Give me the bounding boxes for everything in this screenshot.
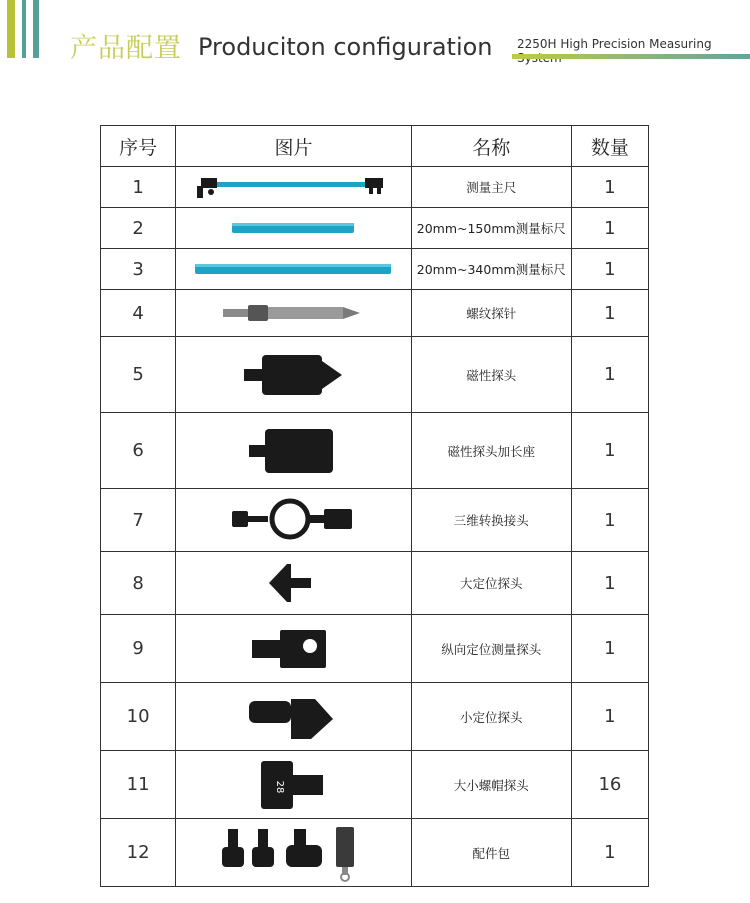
- long-scale-icon: [193, 261, 393, 277]
- row-picture: [176, 751, 411, 819]
- row-name: 配件包: [411, 819, 571, 887]
- row-qty: 1: [571, 489, 648, 552]
- row-qty: 1: [571, 615, 648, 683]
- page-title-cn: 产品配置: [70, 33, 182, 64]
- row-picture: [176, 337, 411, 413]
- magnetic-extension-icon: [243, 423, 343, 479]
- row-picture: [176, 615, 411, 683]
- row-picture: [176, 249, 411, 290]
- row-number: 2: [101, 208, 176, 249]
- main-ruler-icon: [193, 172, 393, 202]
- table-row: [101, 552, 649, 615]
- header-picture: 图片: [176, 126, 411, 167]
- subtitle-underline: [512, 54, 750, 59]
- row-number: 7: [101, 489, 176, 552]
- page-title-en: Produciton configuration: [198, 33, 493, 61]
- configuration-table: [100, 125, 649, 887]
- row-number: 1: [101, 167, 176, 208]
- row-picture: [176, 489, 411, 552]
- header-name: 名称: [411, 126, 571, 167]
- row-qty: 1: [571, 683, 648, 751]
- decor-bar-teal-thin: [22, 0, 26, 58]
- nut-size-label: 28: [274, 780, 286, 793]
- header-qty: 数量: [571, 126, 648, 167]
- row-number: 10: [101, 683, 176, 751]
- nut-probe-icon: [253, 757, 333, 813]
- 3d-adapter-icon: [228, 497, 358, 543]
- row-number: 4: [101, 290, 176, 337]
- table-row: [101, 615, 649, 683]
- row-number: 3: [101, 249, 176, 290]
- row-name: 20mm~150mm测量标尺: [411, 208, 571, 249]
- row-picture: [176, 167, 411, 208]
- row-picture: [176, 819, 411, 887]
- row-number: 11: [101, 751, 176, 819]
- row-name: 20mm~340mm测量标尺: [411, 249, 571, 290]
- table-row: [101, 249, 649, 290]
- row-number: 12: [101, 819, 176, 887]
- row-qty: 1: [571, 552, 648, 615]
- header-no: 序号: [101, 126, 176, 167]
- page-subtitle: 2250H High Precision Measuring: [517, 37, 712, 51]
- row-picture: [176, 208, 411, 249]
- row-qty: 1: [571, 167, 648, 208]
- row-qty: 1: [571, 413, 648, 489]
- row-qty: 1: [571, 819, 648, 887]
- row-number: 6: [101, 413, 176, 489]
- short-scale-icon: [228, 220, 358, 236]
- row-name: 小定位探头: [411, 683, 571, 751]
- row-number: 8: [101, 552, 176, 615]
- table-row: [101, 290, 649, 337]
- decor-bar-teal: [33, 0, 39, 58]
- row-picture: [176, 290, 411, 337]
- row-qty: 1: [571, 249, 648, 290]
- row-name: 磁性探头: [411, 337, 571, 413]
- vertical-locator-probe-icon: [248, 624, 338, 674]
- row-picture: [176, 552, 411, 615]
- row-name: 纵向定位测量探头: [411, 615, 571, 683]
- table-row: [101, 208, 649, 249]
- row-qty: 1: [571, 208, 648, 249]
- row-name: 大定位探头: [411, 552, 571, 615]
- table-row: [101, 489, 649, 552]
- decor-bar-yellow: [7, 0, 15, 58]
- table-row: [101, 819, 649, 887]
- table-row: [101, 167, 649, 208]
- row-number: 9: [101, 615, 176, 683]
- row-name: 大小螺帽探头: [411, 751, 571, 819]
- threaded-probe-icon: [218, 301, 368, 325]
- table-row: [101, 413, 649, 489]
- row-name: 三维转换接头: [411, 489, 571, 552]
- magnetic-probe-icon: [238, 347, 348, 403]
- table-header-row: [101, 126, 649, 167]
- row-name: 螺纹探针: [411, 290, 571, 337]
- row-qty: 1: [571, 290, 648, 337]
- row-qty: 16: [571, 751, 648, 819]
- row-qty: 1: [571, 337, 648, 413]
- row-picture: [176, 413, 411, 489]
- table-row: [101, 337, 649, 413]
- table-row: [101, 751, 649, 819]
- table-row: [101, 683, 649, 751]
- large-locator-probe-icon: [263, 558, 323, 608]
- accessory-kit-icon: [218, 823, 368, 883]
- small-locator-probe-icon: [243, 691, 343, 743]
- row-name: 测量主尺: [411, 167, 571, 208]
- row-picture: [176, 683, 411, 751]
- row-number: 5: [101, 337, 176, 413]
- row-name: 磁性探头加长座: [411, 413, 571, 489]
